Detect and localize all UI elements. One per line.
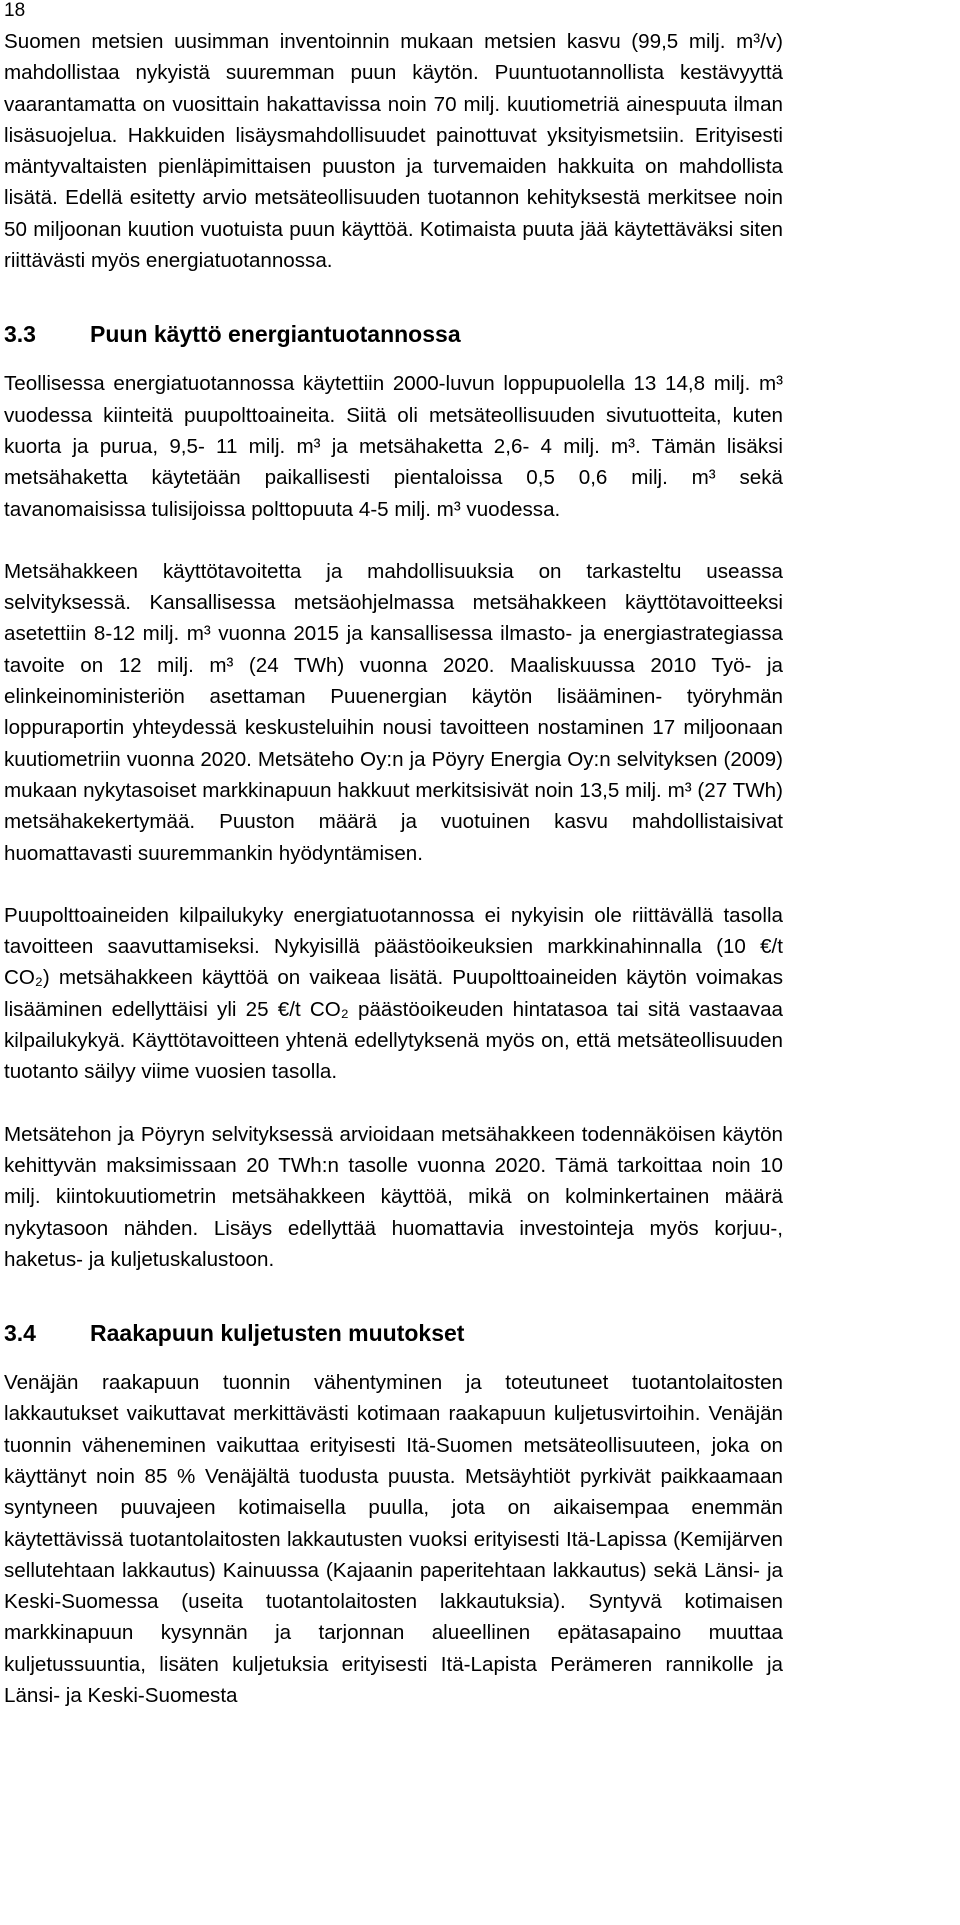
paragraph-transport-changes: Venäjän raakapuun tuonnin vähentyminen ja toteutuneet tuotantolaitosten lakkautukset vaikuttavat merkittävästi kotimaan raakapuun kuljetusvirtoihin. Venäjän tuonnin väheneminen vaikuttaa erityisesti Itä-Suomen metsäteollisuuteen, joka on käyttänyt noin 85 % Venäjältä tuodusta puusta. Metsäyhtiöt pyrkivät paikkaamaan syntyneen puuvajeen kotimaisella puulla, jota on aikaisempaa enemmän käytettävissä tuotantolaitosten lakkautusten vuoksi erityisesti Itä-Lapissa (Kemijärven sellutehtaan lakkautus) Kainuussa (Kajaanin paperitehtaan lakkautus) sekä Länsi- ja Keski-Suomessa (useita tuotantolaitosten lakkautuksia). Syntyvä kotimaisen markkinapuun kysynnän ja tarjonnan alueellinen epätasapaino muuttaa kuljetussuuntia, lisäten kuljetuksia erityisesti Itä-Lapista Perämeren rannikolle ja Länsi- ja Keski-Suomesta [4, 1371, 783, 1708]
page-number: 18 [4, 0, 26, 21]
section-title: Puun käyttö energiantuotannossa [90, 321, 461, 348]
section-title: Raakapuun kuljetusten muutokset [90, 1320, 465, 1347]
paragraph-industrial-energy: Teollisessa energiatuotannossa käytettiin 2000-luvun loppupuolella 13 14,8 milj. m³ vuodessa kiinteitä puupolttoaineita. Siitä oli metsäteollisuuden sivutuotteita, kuten kuorta ja purua, 9,5- 11 milj. m³ ja metsähaketta 2,6- 4 milj. m³. Tämän lisäksi metsähaketta käytetään paikallisesti pientaloissa 0,5 0,6 milj. m³ sekä tavanomaisissa tulisijoissa polttopuuta 4-5 milj. m³ vuodessa. [4, 372, 783, 521]
section-number: 3.3 [4, 321, 36, 348]
paragraph-competitiveness: Puupolttoaineiden kilpailukyky energiatuotannossa ei nykyisin ole riittävällä tasolla tavoitteen saavuttamiseksi. Nykyisillä päästöoikeuksien markkinahinnalla (10 €/t CO₂) metsähakkeen käyttöä on vaikeaa lisätä. Puupolttoaineiden käytön voimakas lisääminen edellyttäisi yli 25 €/t CO₂ päästöoikeuden hintatasoa tai sitä vastaavaa kilpailukykyä. Käyttötavoitteen yhtenä edellytyksenä myös on, että metsäteollisuuden tuotanto säilyy viime vuosien tasolla. [4, 903, 783, 1084]
paragraph-wood-chip-targets: Metsähakkeen käyttötavoitetta ja mahdollisuuksia on tarkasteltu useassa selvityksessä. Kansallisessa metsäohjelmassa metsähakkeen käyttötavoitteeksi asetettiin 8-12 milj. m³ vuonna 2015 ja kansallisessa ilmasto- ja energiastrategiassa tavoite on 12 milj. m³ (24 TWh) vuonna 2020. Maaliskuussa 2010 Työ- ja elinkeinoministeriön asettaman Puuenergian käytön lisääminen- työryhmän loppuraportin yhteydessä keskusteluihin nousi tavoitteen nostaminen 17 miljoonaan kuutiometriin vuonna 2020. Metsäteho Oy:n ja Pöyry Energia Oy:n selvityksen (2009) mukaan nykytasoiset markkinapuun hakkuut merkitsisivät noin 13,5 milj. m³ (27 TWh) metsähakekertymää. Puuston määrä ja vuotuinen kasvu mahdollistaisivat huomattavasti suuremmankin hyödyntämisen. [4, 559, 783, 865]
section-number: 3.4 [4, 1320, 36, 1347]
paragraph-forest-growth: Suomen metsien uusimman inventoinnin mukaan metsien kasvu (99,5 milj. m³/v) mahdollistaa nykyistä suuremman puun käytön. Puuntuotannollista kestävyyttä vaarantamatta on vuosittain hakattavissa noin 70 milj. kuutiometriä ainespuuta ilman lisäsuojelua. Hakkuiden lisäysmahdollisuudet painottuvat yksityismetsiin. Erityisesti mäntyvaltaisten pienläpimittaisen puuston ja turvemaiden hakkuita on mahdollista lisätä. Edellä esitetty arvio metsäteollisuuden tuotannon kehityksestä merkitsee noin 50 miljoonan kuution vuotuista puun käyttöä. Kotimaista puuta jää käytettäväksi siten riittävästi myös energiatuotannossa. [4, 30, 783, 273]
section-heading-3-3 [4, 314, 783, 354]
section-heading-3-4 [4, 1313, 783, 1353]
paragraph-estimate-2020: Metsätehon ja Pöyryn selvityksessä arvioidaan metsähakkeen todennäköisen käytön kehittyvän maksimissaan 20 TWh:n tasolle vuonna 2020. Tämä tarkoittaa noin 10 milj. kiintokuutiometrin metsähakkeen käyttöä, mikä on kolminkertainen määrä nykytasoon nähden. Lisäys edellyttää huomattavia investointeja myös korjuu-, haketus- ja kuljetuskalustoon. [4, 1122, 783, 1271]
document-body [4, 26, 783, 1711]
